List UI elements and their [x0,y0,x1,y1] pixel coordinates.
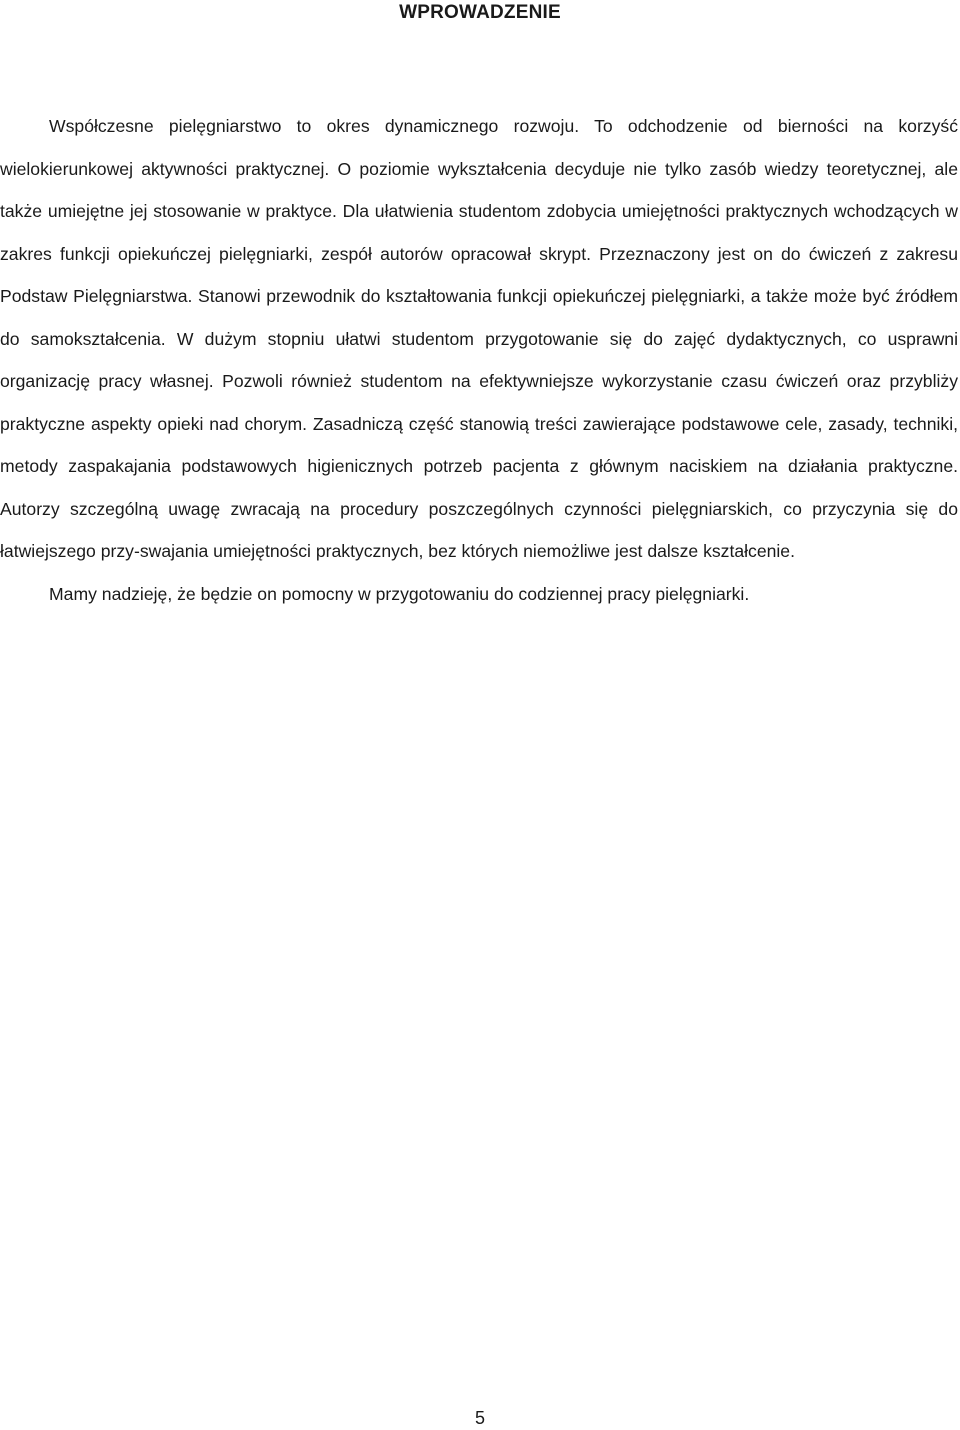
body-text [0,105,958,615]
paragraph-closing: Mamy nadzieję, że będzie on pomocny w przygotowaniu do codziennej pracy pielęgniarki. [49,583,750,604]
page-number: 5 [474,1408,485,1428]
paragraph-intro: Współczesne pielęgniarstwo to okres dynamicznego rozwoju. To odchodzenie od bierności na korzyść wielokierunkowej aktywności praktycznej. O poziomie wykształcenia decyduje nie tylko zasób wiedzy teoretycznej, ale także umiejętne jej stosowanie w praktyce. Dla ułatwienia studentom zdobycia umiejętności praktycznych wchodzących w zakres funkcji opiekuńczej pielęgniarki, zespół autorów opracował skrypt. Przeznaczony jest on do ćwiczeń z zakresu Podstaw Pielęgniarstwa. Stanowi przewodnik do kształtowania funkcji opiekuńczej pielęgniarki, a także może być źródłem do samokształcenia. W dużym stopniu ułatwi studentom przygotowanie się do zajęć dydaktycznych, co usprawni organizację pracy własnej. Pozwoli również studentom na efektywniejsze wykorzystanie czasu ćwiczeń oraz przybliży praktyczne aspekty opieki nad chorym. Zasadniczą część stanowią treści zawierające podstawowe cele, zasady, techniki, metody zaspakajania podstawowych higienicznych potrzeb pacjenta z głównym naciskiem na działania praktyczne. Autorzy szczególną uwagę zwracają na procedury poszczególnych czynności pielęgniarskich, co przyczynia się do łatwiejszego przy-swajania umiejętności praktycznych, bez których niemożliwe jest dalsze kształcenie. [0,116,958,561]
page-title: WPROWADZENIE [399,2,561,23]
